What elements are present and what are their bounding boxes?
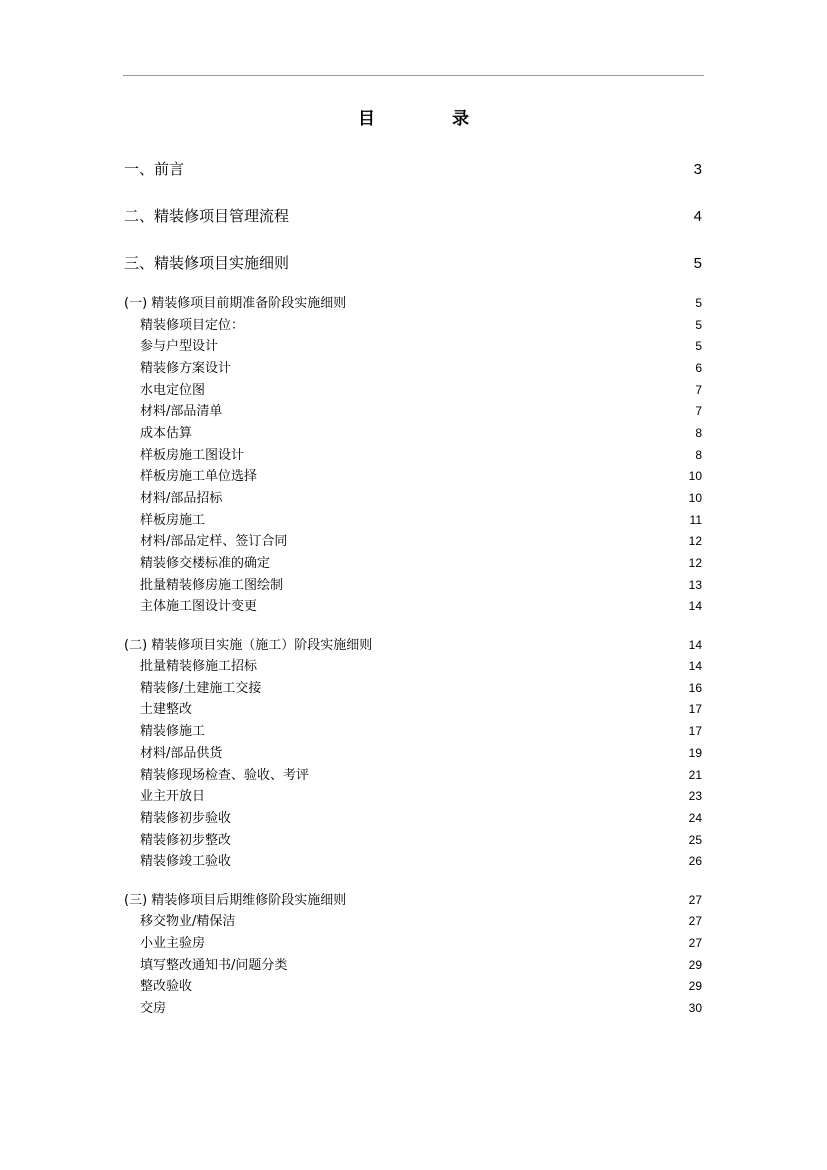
toc-entry-item[interactable] — [140, 422, 702, 441]
toc-entry-label: 精装修交楼标准的确定 — [140, 556, 271, 571]
toc-entry-section-2[interactable] — [124, 205, 702, 226]
toc-page-number: 14 — [688, 638, 702, 652]
toc-entry-part-3[interactable] — [124, 889, 702, 908]
toc-entry-label: 材料/部品招标 — [140, 491, 223, 506]
toc-entry-item[interactable] — [140, 997, 702, 1016]
toc-entry-label: 小业主验房 — [140, 936, 206, 951]
toc-entry-label: 移交物业/精保洁 — [140, 914, 236, 929]
toc-page-number: 17 — [688, 702, 702, 716]
toc-entry-label: 主体施工图设计变更 — [140, 599, 258, 614]
toc-page-number: 29 — [688, 979, 702, 993]
toc-entry-label: 精装修竣工验收 — [140, 854, 232, 869]
toc-entry-label: 二、精装修项目管理流程 — [124, 207, 290, 225]
toc-page-number: 21 — [688, 768, 702, 782]
toc-entry-label: 精装修/土建施工交接 — [140, 681, 262, 696]
toc-page-number: 7 — [695, 404, 702, 418]
toc-entry-item[interactable] — [140, 574, 702, 593]
toc-page-number: 10 — [688, 469, 702, 483]
toc-entry-item[interactable] — [140, 807, 702, 826]
toc-entry-item[interactable] — [140, 314, 702, 333]
toc-entry-item[interactable] — [140, 552, 702, 571]
header-rule — [123, 75, 704, 76]
toc-entry-part-1[interactable] — [124, 292, 702, 311]
toc-page-number: 7 — [695, 383, 702, 397]
toc-entry-label: 材料/部品定样、签订合同 — [140, 534, 288, 549]
toc-page-number: 6 — [695, 361, 702, 375]
toc-entry-label: 精装修初步整改 — [140, 833, 232, 848]
toc-page-number: 23 — [688, 789, 702, 803]
toc-entry-item[interactable] — [140, 400, 702, 419]
toc-entry-section-1[interactable] — [124, 158, 702, 179]
toc-entry-item[interactable] — [140, 677, 702, 696]
toc-entry-item[interactable] — [140, 595, 702, 614]
toc-entry-label: 样板房施工图设计 — [140, 448, 245, 463]
toc-page-number: 26 — [688, 854, 702, 868]
toc-entry-item[interactable] — [140, 465, 702, 484]
toc-page-number: 3 — [693, 161, 702, 178]
toc-entry-item[interactable] — [140, 530, 702, 549]
toc-page-number: 5 — [695, 296, 702, 310]
toc-page-number: 27 — [688, 936, 702, 950]
toc-entry-label: 填写整改通知书/问题分类 — [140, 958, 288, 973]
toc-page-number: 19 — [688, 746, 702, 760]
toc-page-number: 4 — [693, 208, 702, 225]
toc-entry-item[interactable] — [140, 829, 702, 848]
toc-entry-label: (二) 精装修项目实施（施工）阶段实施细则 — [124, 638, 373, 653]
toc-entry-item[interactable] — [140, 655, 702, 674]
toc-entry-label: 业主开放日 — [140, 789, 206, 804]
toc-entry-item[interactable] — [140, 444, 702, 463]
toc-entry-section-3[interactable] — [124, 252, 702, 273]
toc-entry-label: 整改验收 — [140, 979, 193, 994]
toc-entry-label: 交房 — [140, 1001, 167, 1016]
toc-entry-item[interactable] — [140, 487, 702, 506]
toc-entry-label: 成本估算 — [140, 426, 193, 441]
toc-page-number: 13 — [688, 578, 702, 592]
toc-entry-item[interactable] — [140, 742, 702, 761]
toc-entry-label: 样板房施工单位选择 — [140, 469, 258, 484]
toc-page-number: 25 — [688, 833, 702, 847]
toc-entry-label: 一、前言 — [124, 160, 185, 178]
toc-page-number: 24 — [688, 811, 702, 825]
toc-page-number: 8 — [695, 448, 702, 462]
toc-entry-item[interactable] — [140, 785, 702, 804]
toc-page-number: 29 — [688, 958, 702, 972]
toc-entry-item[interactable] — [140, 932, 702, 951]
toc-entry-label: 材料/部品供货 — [140, 746, 223, 761]
toc-page-number: 30 — [688, 1001, 702, 1015]
toc-entry-item[interactable] — [140, 509, 702, 528]
toc-page-number: 12 — [688, 534, 702, 548]
toc-page-number: 5 — [695, 318, 702, 332]
toc-entry-label: (三) 精装修项目后期维修阶段实施细则 — [124, 893, 347, 908]
toc-entry-label: 三、精装修项目实施细则 — [124, 254, 290, 272]
toc-entry-label: 精装修方案设计 — [140, 361, 232, 376]
toc-entry-label: 水电定位图 — [140, 383, 206, 398]
toc-entry-item[interactable] — [140, 764, 702, 783]
toc-entry-label: 精装修初步验收 — [140, 811, 232, 826]
toc-page-number: 5 — [693, 255, 702, 272]
toc-entry-item[interactable] — [140, 954, 702, 973]
toc-entry-label: (一) 精装修项目前期准备阶段实施细则 — [124, 296, 347, 311]
toc-page-number: 11 — [689, 513, 702, 527]
toc-page-number: 14 — [688, 599, 702, 613]
toc-entry-label: 参与户型设计 — [140, 339, 219, 354]
toc-page-number: 16 — [688, 681, 702, 695]
toc-entry-label: 样板房施工 — [140, 513, 206, 528]
toc-entry-label: 土建整改 — [140, 702, 193, 717]
toc-page-number: 10 — [688, 491, 702, 505]
toc-page-number: 12 — [688, 556, 702, 570]
toc-entry-item[interactable] — [140, 850, 702, 869]
toc-page-number: 27 — [688, 914, 702, 928]
toc-entry-item[interactable] — [140, 335, 702, 354]
toc-page-number: 27 — [688, 893, 702, 907]
toc-entry-item[interactable] — [140, 720, 702, 739]
toc-entry-item[interactable] — [140, 698, 702, 717]
toc-entry-label: 批量精装修房施工图绘制 — [140, 578, 284, 593]
toc-entry-item[interactable] — [140, 975, 702, 994]
toc-entry-label: 精装修项目定位： — [140, 318, 245, 333]
toc-entry-item[interactable] — [140, 379, 702, 398]
toc-entry-item[interactable] — [140, 357, 702, 376]
toc-entry-label: 批量精装修施工招标 — [140, 659, 258, 674]
toc-title: 目 录 — [358, 109, 499, 129]
toc-entry-item[interactable] — [140, 910, 702, 929]
toc-page-number: 17 — [688, 724, 702, 738]
toc-page-number: 8 — [695, 426, 702, 440]
toc-entry-part-2[interactable] — [124, 634, 702, 653]
toc-page-number: 5 — [695, 339, 702, 353]
toc-entry-label: 精装修施工 — [140, 724, 206, 739]
toc-entry-label: 材料/部品清单 — [140, 404, 223, 419]
toc-page-number: 14 — [688, 659, 702, 673]
toc-entry-label: 精装修现场检查、验收、考评 — [140, 768, 310, 783]
